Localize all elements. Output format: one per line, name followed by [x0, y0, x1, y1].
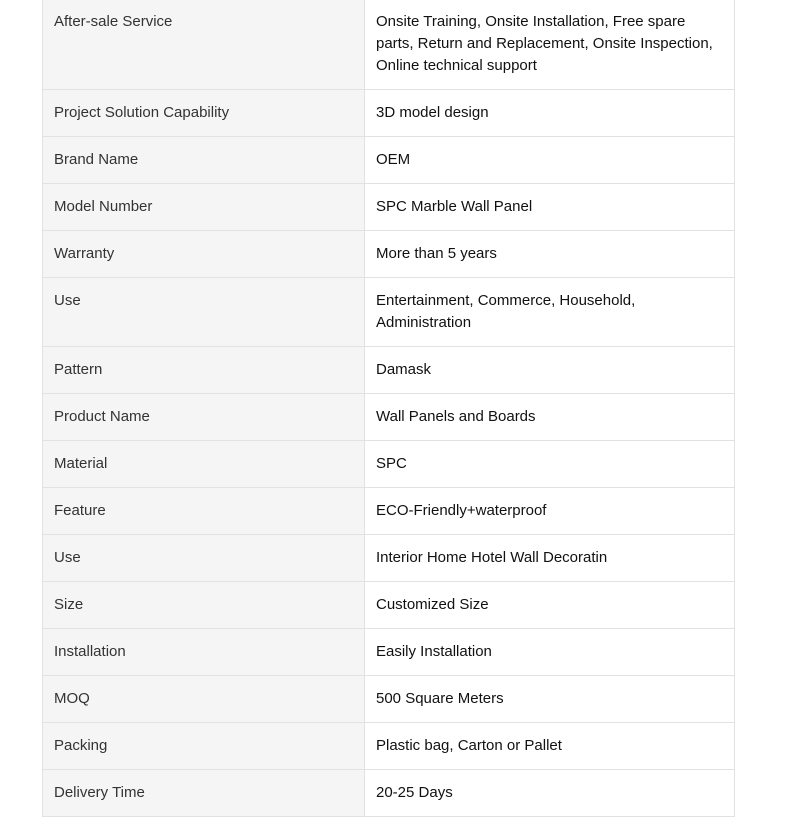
spec-value: 3D model design: [365, 90, 735, 137]
spec-key: MOQ: [43, 676, 365, 723]
spec-value: Plastic bag, Carton or Pallet: [365, 723, 735, 770]
spec-key: After-sale Service: [43, 0, 365, 90]
table-row: [43, 347, 735, 394]
table-row: [43, 231, 735, 278]
spec-key: Brand Name: [43, 137, 365, 184]
table-row: [43, 278, 735, 347]
table-row: [43, 137, 735, 184]
spec-value: SPC Marble Wall Panel: [365, 184, 735, 231]
spec-key: Packing: [43, 723, 365, 770]
spec-key: Use: [43, 278, 365, 347]
spec-value: ECO-Friendly+waterproof: [365, 488, 735, 535]
table-row: [43, 770, 735, 817]
table-row: [43, 441, 735, 488]
table-row: [43, 394, 735, 441]
spec-key: Size: [43, 582, 365, 629]
table-row: [43, 723, 735, 770]
spec-value: Easily Installation: [365, 629, 735, 676]
product-spec-section: [42, 0, 735, 817]
spec-value: OEM: [365, 137, 735, 184]
spec-key: Warranty: [43, 231, 365, 278]
spec-key: Delivery Time: [43, 770, 365, 817]
table-row: [43, 90, 735, 137]
table-row: [43, 184, 735, 231]
spec-key: Installation: [43, 629, 365, 676]
spec-table: [42, 0, 735, 817]
spec-key: Project Solution Capability: [43, 90, 365, 137]
spec-key: Product Name: [43, 394, 365, 441]
table-row: [43, 535, 735, 582]
spec-key: Pattern: [43, 347, 365, 394]
spec-key: Feature: [43, 488, 365, 535]
spec-value: 20-25 Days: [365, 770, 735, 817]
spec-value: 500 Square Meters: [365, 676, 735, 723]
spec-key: Material: [43, 441, 365, 488]
spec-value: Entertainment, Commerce, Household, Administration: [365, 278, 735, 347]
spec-value: Wall Panels and Boards: [365, 394, 735, 441]
spec-value: Damask: [365, 347, 735, 394]
spec-value: SPC: [365, 441, 735, 488]
spec-value: Interior Home Hotel Wall Decoratin: [365, 535, 735, 582]
spec-key: Use: [43, 535, 365, 582]
table-row: [43, 0, 735, 90]
table-row: [43, 488, 735, 535]
table-row: [43, 676, 735, 723]
spec-value: Onsite Training, Onsite Installation, Free spare parts, Return and Replacement, Onsite Inspection, Online technical support: [365, 0, 735, 90]
spec-value: More than 5 years: [365, 231, 735, 278]
spec-key: Model Number: [43, 184, 365, 231]
spec-value: Customized Size: [365, 582, 735, 629]
table-row: [43, 629, 735, 676]
table-row: [43, 582, 735, 629]
